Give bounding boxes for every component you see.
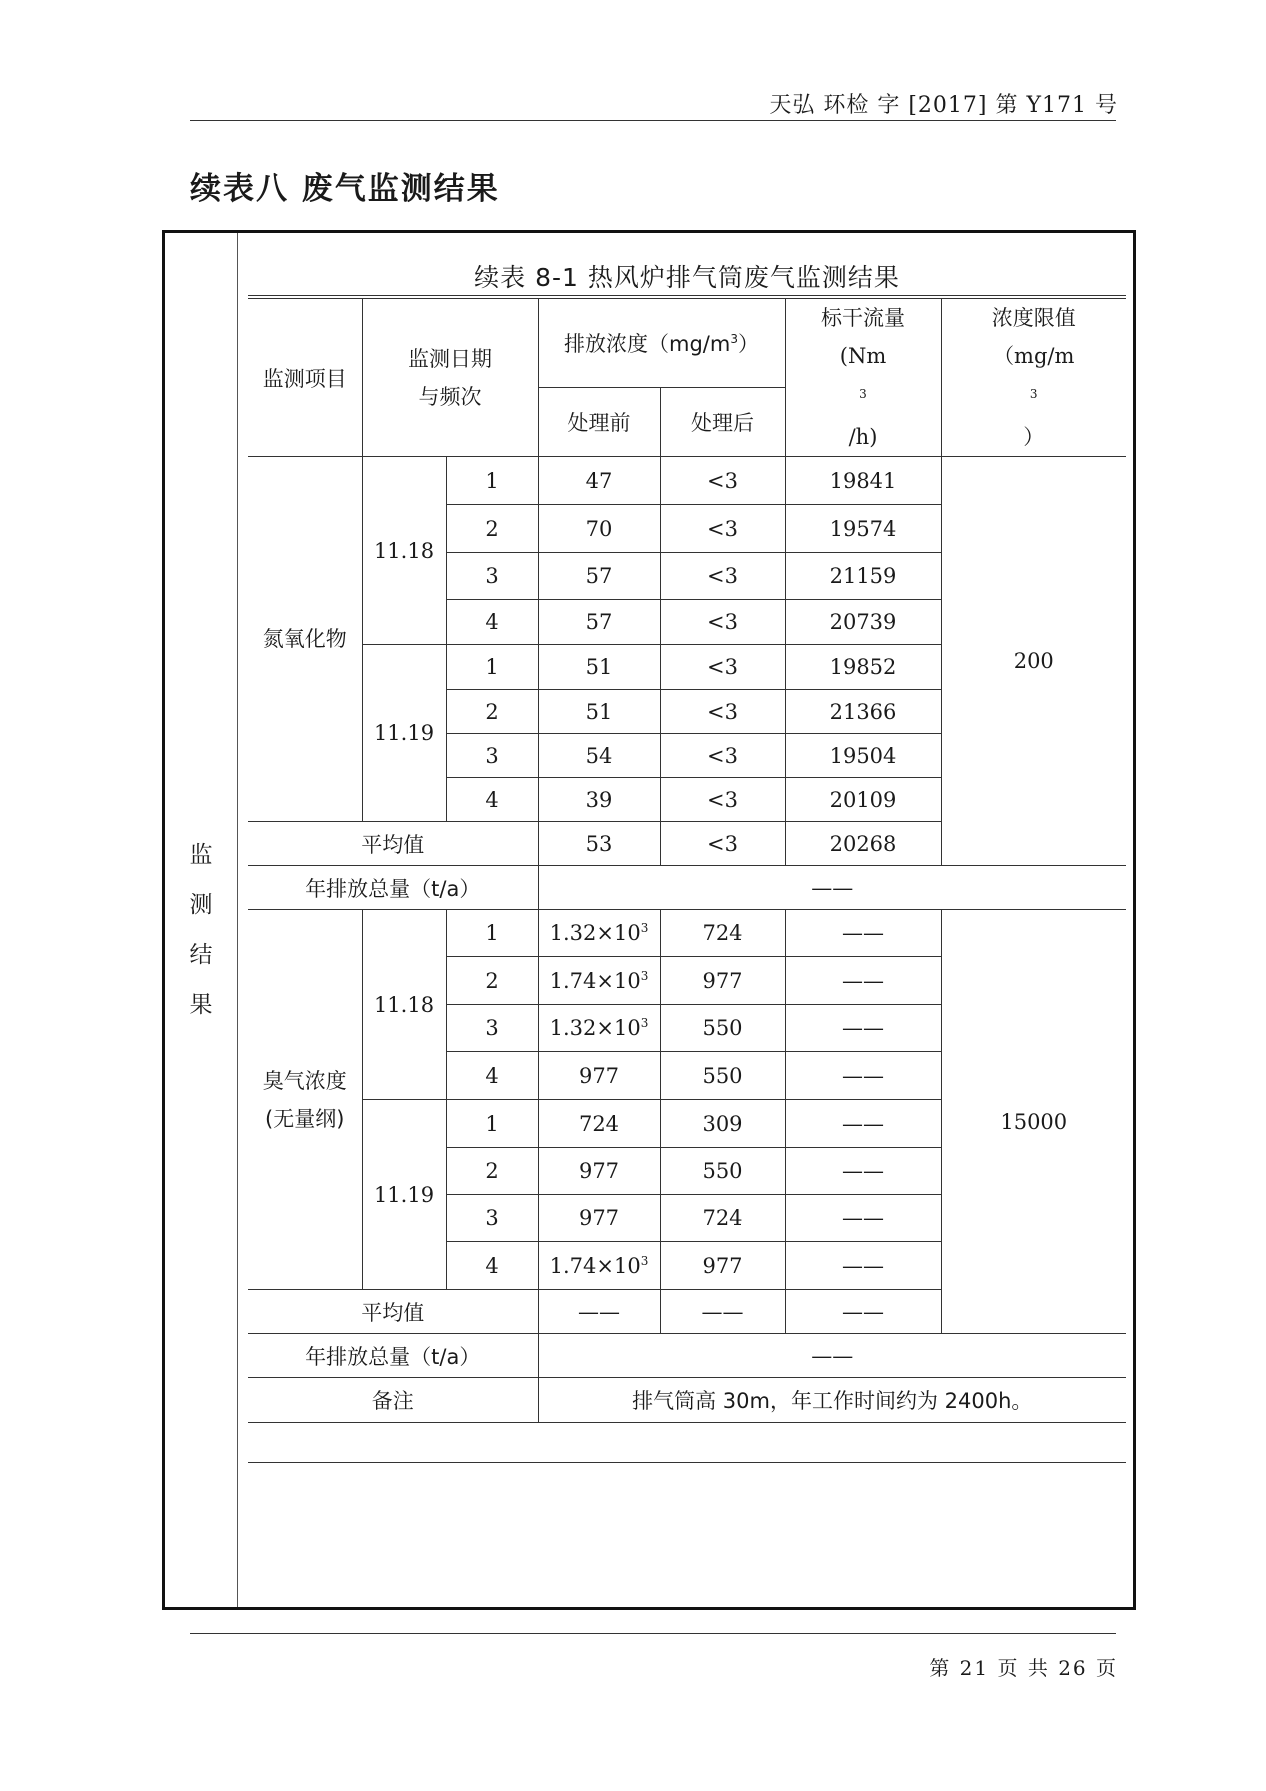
after-cell: 724 — [660, 910, 785, 957]
remark-label: 备注 — [248, 1378, 538, 1423]
odor-name: 臭气浓度 (无量纲) — [248, 910, 362, 1290]
table-row — [248, 910, 1126, 957]
before-cell: 54 — [538, 734, 660, 778]
after-cell: <3 — [660, 690, 785, 734]
side-label-char: 果 — [189, 992, 213, 1018]
remark-value: 排气筒高 30m，年工作时间约为 2400h。 — [538, 1378, 1126, 1423]
side-label-char: 监 — [189, 842, 213, 868]
frequency-cell: 2 — [446, 690, 538, 734]
flow-cell: —— — [785, 1242, 941, 1290]
section-title: 续表八 废气监测结果 — [190, 171, 500, 207]
before-cell: $1.74\times 10^3$ — [538, 1242, 660, 1290]
before-cell: 39 — [538, 778, 660, 822]
frequency-cell: 1 — [446, 910, 538, 957]
nox-name: 氮氧化物 — [248, 457, 362, 822]
date-cell: 11.19 — [362, 645, 446, 822]
before-cell: $1.32\times 10^3$ — [538, 1005, 660, 1052]
frequency-cell: 4 — [446, 1242, 538, 1290]
frequency-cell: 3 — [446, 553, 538, 600]
after-cell: 724 — [660, 1195, 785, 1242]
before-cell: 977 — [538, 1195, 660, 1242]
before-cell: 70 — [538, 505, 660, 553]
frequency-cell: 1 — [446, 1100, 538, 1148]
header-before: 处理前 — [538, 388, 660, 457]
header-conc: 排放浓度$(mg/m^3)$ — [538, 299, 785, 388]
average-label: 平均值 — [248, 822, 538, 866]
date-cell: 11.19 — [362, 1100, 446, 1290]
flow-cell: 21159 — [785, 553, 941, 600]
side-label-char: 测 — [189, 892, 213, 918]
flow-cell: —— — [785, 910, 941, 957]
frequency-cell: 3 — [446, 1195, 538, 1242]
before-cell: 724 — [538, 1100, 660, 1148]
footer-rule — [190, 1633, 1116, 1634]
nox-limit: 200 — [941, 457, 1126, 866]
before-cell: 47 — [538, 457, 660, 505]
table-caption: 续表 8-1 热风炉排气筒废气监测结果 — [474, 263, 900, 292]
after-cell: <3 — [660, 734, 785, 778]
average-flow: —— — [785, 1290, 941, 1334]
after-cell: <3 — [660, 505, 785, 553]
before-cell: $1.74\times 10^3$ — [538, 957, 660, 1005]
frequency-cell: 2 — [446, 1148, 538, 1195]
table-bottom-rule — [248, 1462, 1126, 1463]
average-after: <3 — [660, 822, 785, 866]
flow-cell: 19841 — [785, 457, 941, 505]
flow-cell: 20109 — [785, 778, 941, 822]
flow-cell: —— — [785, 957, 941, 1005]
frequency-cell: 3 — [446, 734, 538, 778]
side-label-char: 结 — [189, 942, 213, 968]
before-cell: 977 — [538, 1052, 660, 1100]
flow-cell: 19852 — [785, 645, 941, 690]
average-before: —— — [538, 1290, 660, 1334]
header-item: 监测项目 — [248, 299, 362, 457]
annual-label: 年排放总量（t/a） — [248, 1334, 538, 1378]
side-label — [184, 830, 218, 1030]
annual-value: —— — [538, 1334, 1126, 1378]
after-cell: 550 — [660, 1052, 785, 1100]
flow-cell: —— — [785, 1052, 941, 1100]
frequency-cell: 4 — [446, 600, 538, 645]
document-number: 天弘 环检 字 [2017] 第 Y171 号 — [769, 93, 1118, 118]
frequency-cell: 2 — [446, 957, 538, 1005]
caption-rule-top — [248, 295, 1126, 296]
frame-divider — [237, 233, 238, 1607]
after-cell: 977 — [660, 957, 785, 1005]
header-date: 监测日期 与频次 — [362, 299, 538, 457]
after-cell: <3 — [660, 457, 785, 505]
average-label: 平均值 — [248, 1290, 538, 1334]
date-cell: 11.18 — [362, 457, 446, 645]
header-flow: 标干流量 (Nm $^3$ /h) — [785, 299, 941, 457]
after-cell: 977 — [660, 1242, 785, 1290]
after-cell: 309 — [660, 1100, 785, 1148]
page-info: 第 21 页 共 26 页 — [929, 1656, 1118, 1680]
before-cell: $1.32\times 10^3$ — [538, 910, 660, 957]
before-cell: 57 — [538, 553, 660, 600]
header-limit: 浓度限值 （mg/m $^3$ ） — [941, 299, 1126, 457]
remark-row — [248, 1378, 1126, 1423]
frequency-cell: 2 — [446, 505, 538, 553]
frequency-cell: 4 — [446, 778, 538, 822]
flow-cell: —— — [785, 1148, 941, 1195]
before-cell: 977 — [538, 1148, 660, 1195]
frequency-cell: 3 — [446, 1005, 538, 1052]
after-cell: <3 — [660, 778, 785, 822]
flow-cell: —— — [785, 1195, 941, 1242]
frequency-cell: 1 — [446, 457, 538, 505]
after-cell: <3 — [660, 553, 785, 600]
flow-cell: —— — [785, 1005, 941, 1052]
monitoring-table — [248, 298, 1126, 1423]
before-cell: 51 — [538, 690, 660, 734]
average-before: 53 — [538, 822, 660, 866]
frequency-cell: 4 — [446, 1052, 538, 1100]
frequency-cell: 1 — [446, 645, 538, 690]
odor-limit: 15000 — [941, 910, 1126, 1334]
annual-row — [248, 1334, 1126, 1378]
annual-row — [248, 866, 1126, 910]
annual-label: 年排放总量（t/a） — [248, 866, 538, 910]
before-cell: 57 — [538, 600, 660, 645]
before-cell: 51 — [538, 645, 660, 690]
after-cell: 550 — [660, 1005, 785, 1052]
average-after: —— — [660, 1290, 785, 1334]
average-flow: 20268 — [785, 822, 941, 866]
after-cell: <3 — [660, 645, 785, 690]
flow-cell: 19504 — [785, 734, 941, 778]
date-cell: 11.18 — [362, 910, 446, 1100]
header-rule — [190, 120, 1116, 121]
flow-cell: 19574 — [785, 505, 941, 553]
annual-value: —— — [538, 866, 1126, 910]
flow-cell: —— — [785, 1100, 941, 1148]
header-after: 处理后 — [660, 388, 785, 457]
flow-cell: 21366 — [785, 690, 941, 734]
after-cell: <3 — [660, 600, 785, 645]
flow-cell: 20739 — [785, 600, 941, 645]
table-row — [248, 457, 1126, 505]
after-cell: 550 — [660, 1148, 785, 1195]
